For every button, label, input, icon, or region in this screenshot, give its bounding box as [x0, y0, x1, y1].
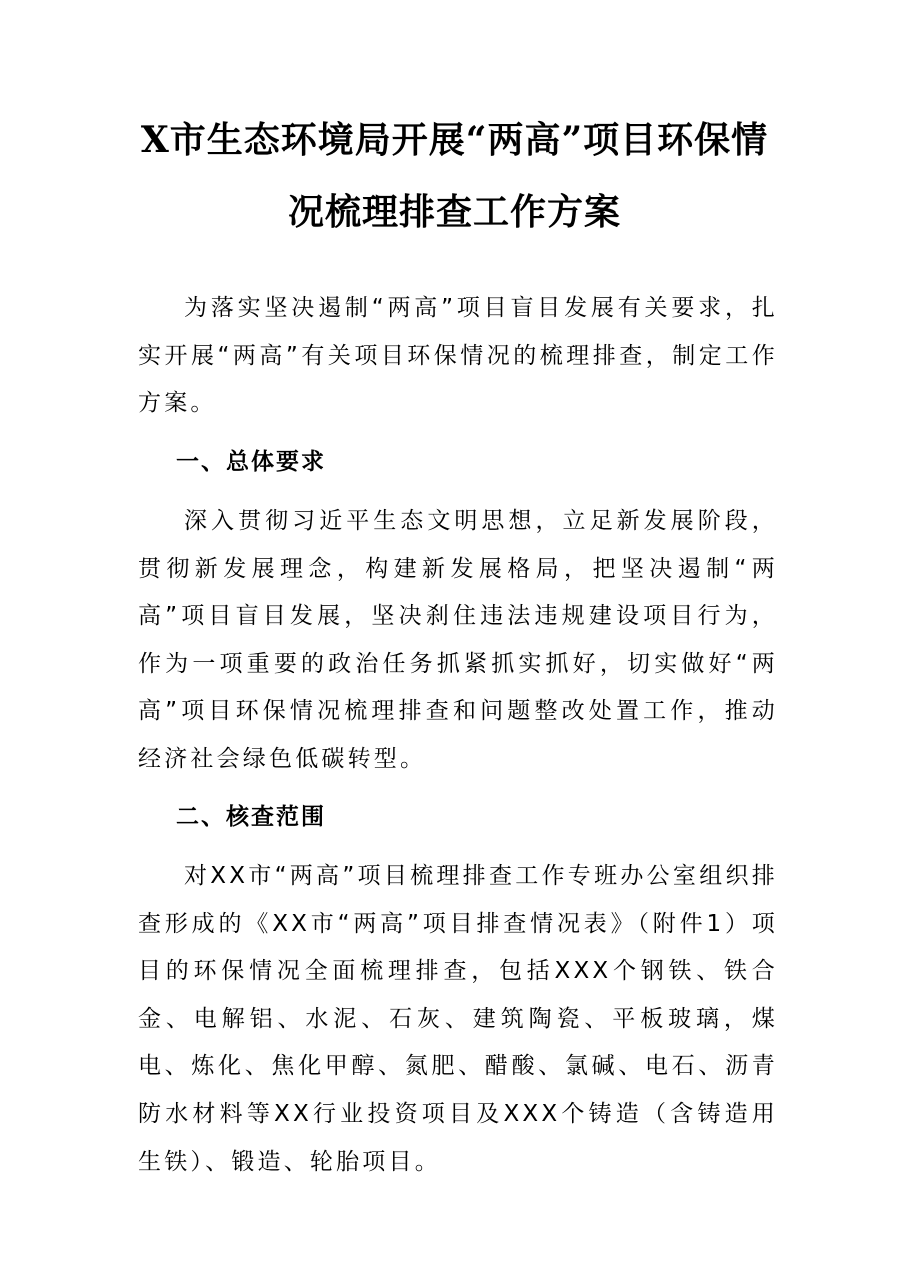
- intro-paragraph: 为落实坚决遏制“两高”项目盲目发展有关要求，扎实开展“两高”有关项目环保情况的梳理排查，制定工作方案。: [138, 295, 778, 417]
- document-title-line-2: 况梳理排查工作方案: [287, 191, 621, 233]
- section-heading-inspection-scope: 二、核查范围: [176, 804, 326, 830]
- section-body-inspection-scope: 对XX市“两高”项目梳理排查工作专班办公室组织排查形成的《XX市“两高”项目排查情况表》（附件1）项目的环保情况全面梳理排查，包括XXX个钢铁、铁合金、电解铝、水泥、石灰、建筑陶瓷、平板玻璃，煤电、炼化、焦化甲醇、氮肥、醋酸、氯碱、电石、沥青防水材料等XX行业投资项目及XXX个铸造（含铸造用生铁）、锻造、轮胎项目。: [138, 863, 778, 1175]
- section-heading-general-requirements: 一、总体要求: [176, 449, 326, 475]
- document-title-line-1: X市生态环境局开展“两高”项目环保情: [140, 119, 769, 161]
- section-body-general-requirements: 深入贯彻习近平生态文明思想，立足新发展阶段，贯彻新发展理念，构建新发展格局，把坚决遏制“两高”项目盲目发展，坚决刹住违法违规建设项目行为，作为一项重要的政治任务抓紧抓实抓好，切实做好“两高”项目环保情况梳理排查和问题整改处置工作，推动经济社会绿色低碳转型。: [138, 508, 778, 772]
